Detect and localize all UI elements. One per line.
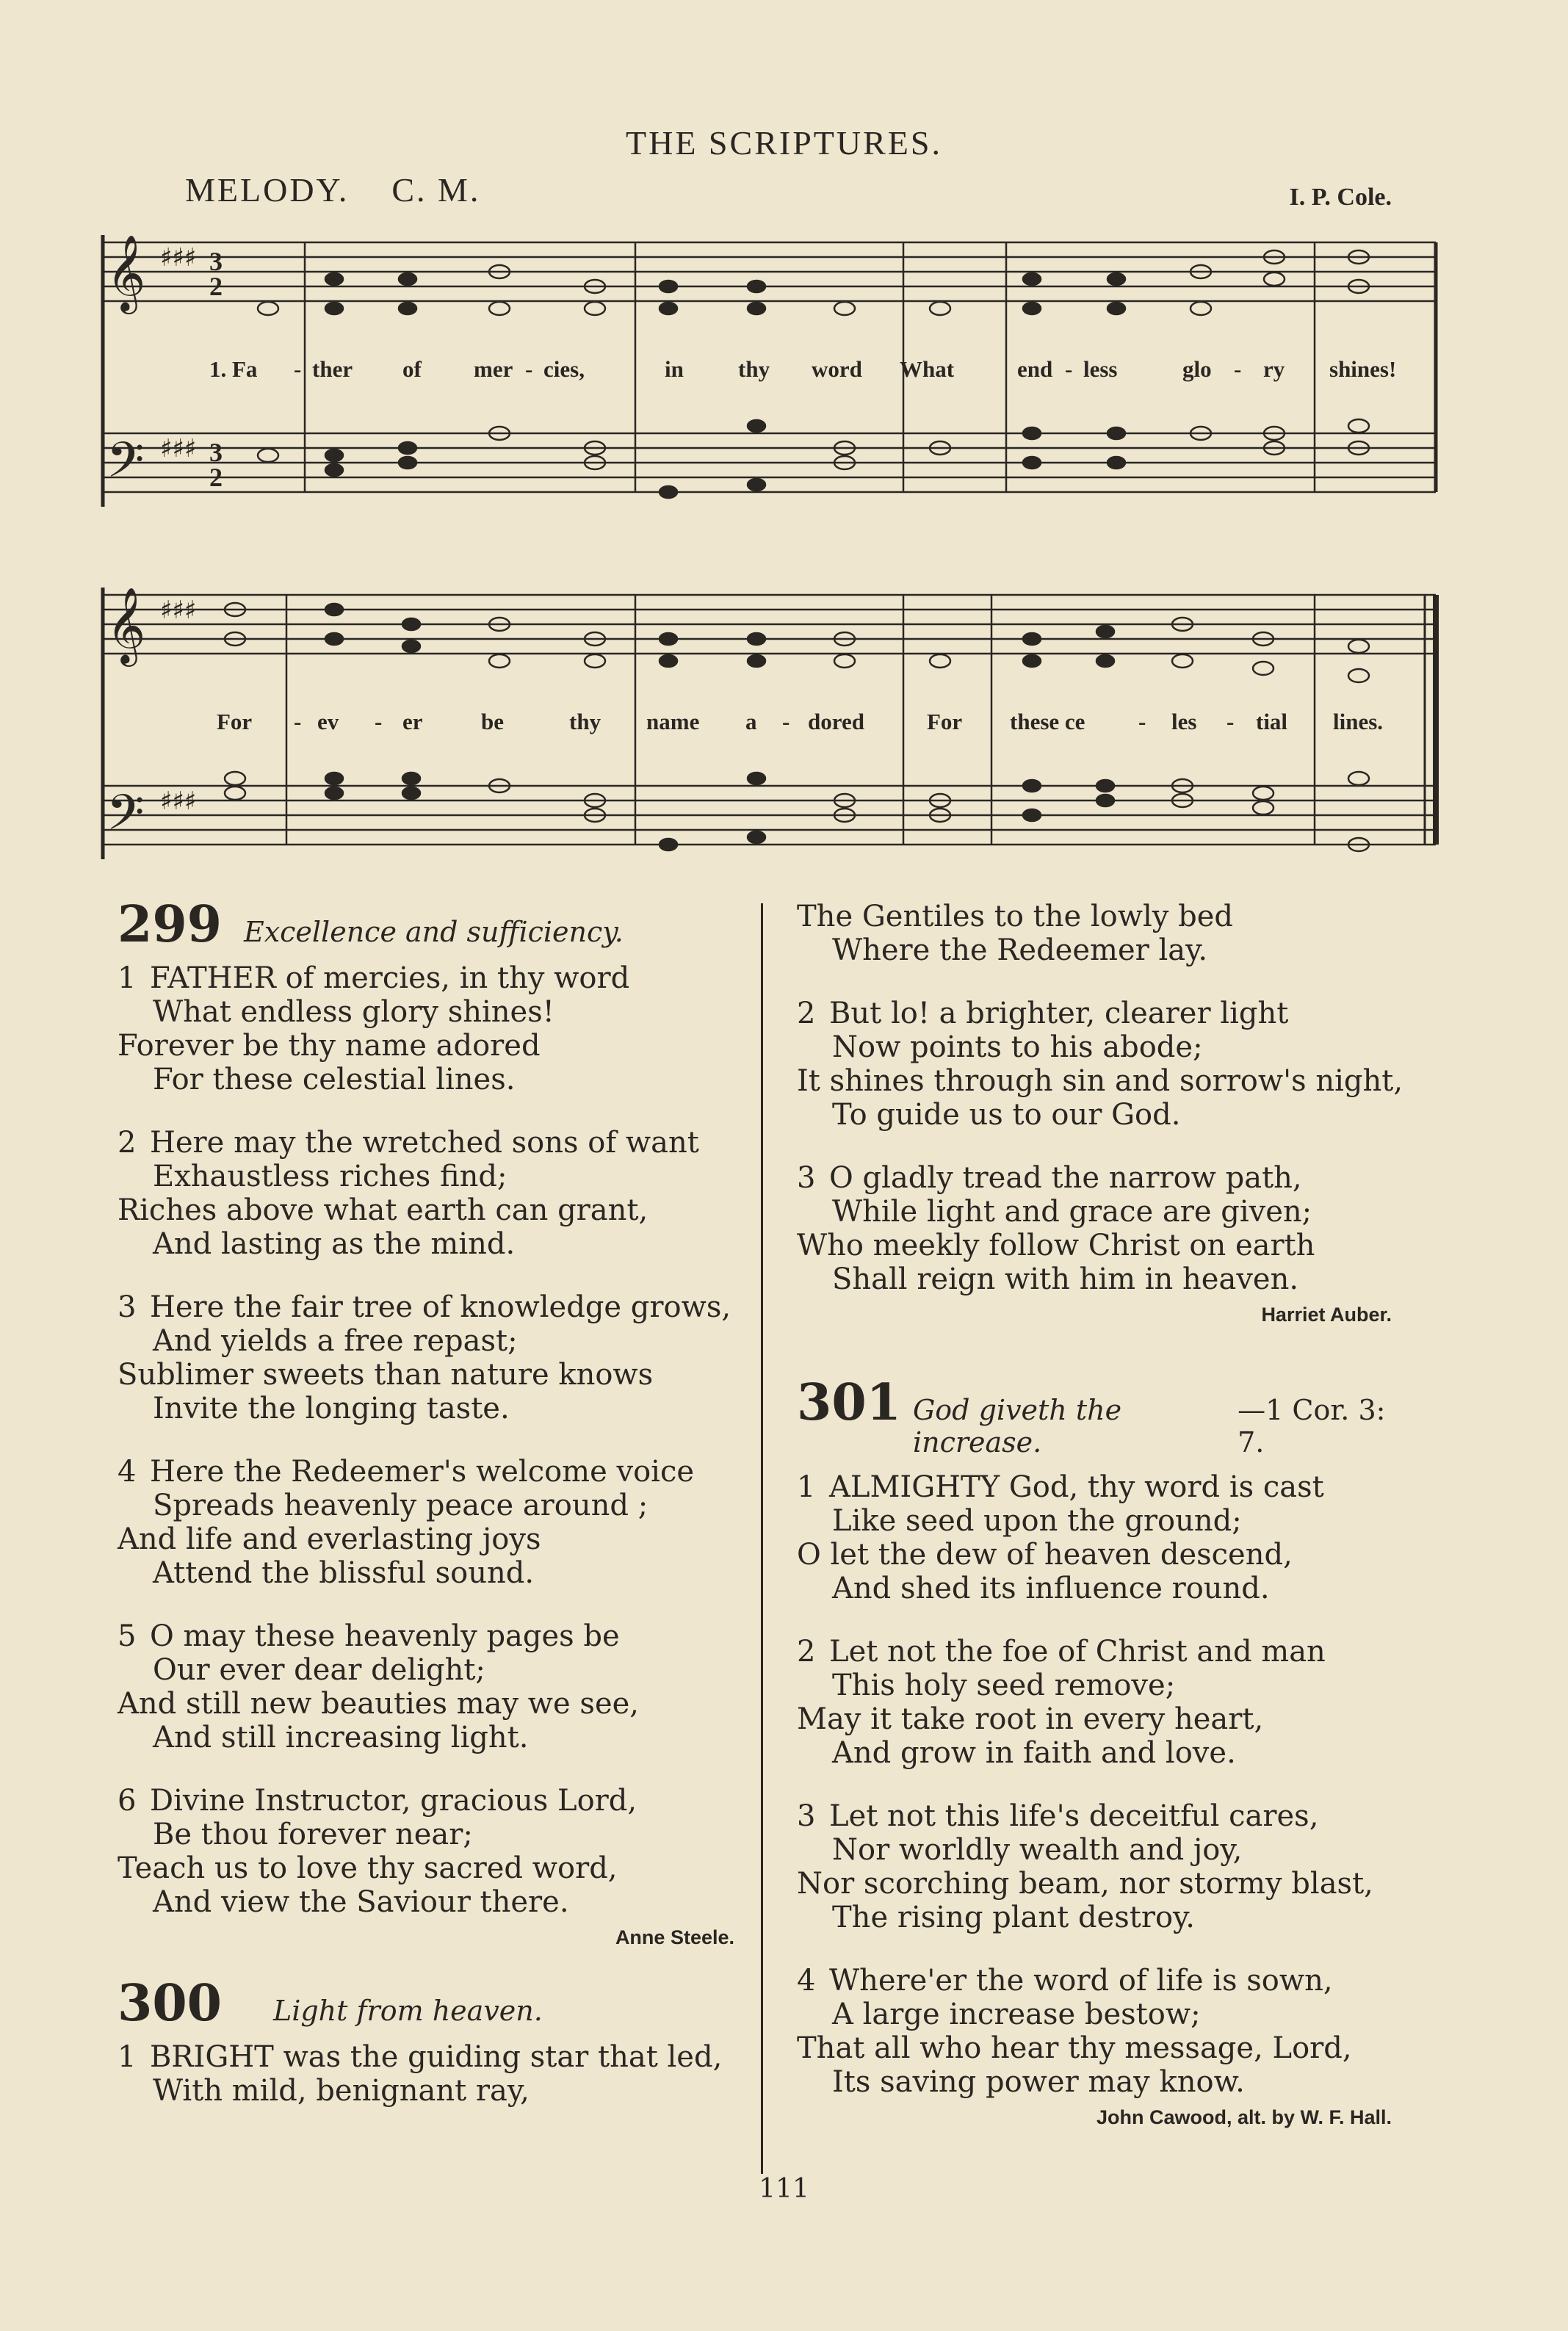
verse-line [797,1161,1406,1195]
verse-line: Its saving power may know. [832,2065,1245,2099]
verse-line: Shall reign with him in heaven. [832,1262,1299,1296]
right-column [797,900,1406,2158]
hymn-title: Light from heaven. [272,1995,543,2027]
stanza-number: 5 [118,1619,137,1653]
lyrics-row-2 [0,709,1568,738]
verse-line: The Gentiles to the lowly bed [797,900,1233,933]
svg-text:2: 2 [209,463,223,492]
verse-line [797,1799,1406,1833]
stanza [797,1799,1406,1934]
stanza [118,961,749,1096]
verse-line: Teach us to love thy sacred word, [118,1851,618,1885]
verse-line: That all who hear thy message, Lord, [797,2031,1352,2065]
stanza [118,1126,749,1261]
hymn-author: John Cawood, alt. by W. F. Hall. [1096,2106,1392,2128]
stanza-number: 1 [118,961,137,995]
lyric-syllable: these ce [1010,709,1085,734]
tune-composer: I. P. Cole. [1289,184,1392,211]
hymn-author: Anne Steele. [615,1926,734,1948]
verse-line: It shines through sin and sorrow's night, [797,1064,1403,1098]
verse-text: But lo! a brighter, clearer light [829,997,1289,1030]
stanza [118,1290,749,1425]
lyric-syllable: thy [738,356,770,382]
lyric-syllable: cies, [543,356,585,382]
verse-line [118,1126,749,1160]
hymn-number: 301 [797,1373,901,1432]
lyric-syllable: less [1083,356,1118,382]
verse-line: Where the Redeemer lay. [832,933,1208,967]
verse-line: And shed its influence round. [832,1572,1270,1605]
hymn-300 [118,1974,749,2108]
verse-line: For these celestial lines. [153,1063,516,1096]
verse-text: Here may the wretched sons of want [150,1126,699,1160]
lyric-syllable: in [665,356,684,382]
lyric-syllable: tial [1256,709,1288,734]
tune-name [185,170,480,209]
verse-line [797,997,1406,1030]
tune-title: MELODY. [185,171,350,209]
verse-line: Exhaustless riches find; [153,1160,507,1193]
lyric-syllable: - [782,709,790,734]
stanza [118,1619,749,1754]
stanza [118,1784,749,1919]
verse-line: Nor scorching beam, nor stormy blast, [797,1867,1373,1901]
hymn-301 [797,1373,1406,2129]
lyric-syllable: of [402,356,422,382]
verse-text: FATHER of mercies, in thy word [150,961,630,995]
hymn-heading [118,1974,749,2033]
verse-line [118,1784,749,1818]
hymn-author: Harriet Auber. [1261,1304,1392,1326]
verse-line: And grow in faith and love. [832,1736,1236,1770]
stanza [797,1964,1406,2099]
verse-line: Nor worldly wealth and joy, [832,1833,1243,1867]
section-header: THE SCRIPTURES. [626,124,942,162]
verse-line: To guide us to our God. [832,1098,1181,1132]
stanza [797,997,1406,1132]
lyric-syllable: les [1171,709,1197,734]
verse-line: Our ever dear delight; [153,1653,485,1687]
verse-text: Where'er the word of life is sown, [829,1964,1333,1998]
stanza [797,900,1406,967]
verse-line: O let the dew of heaven descend, [797,1538,1293,1572]
stanza-number: 1 [797,1470,816,1504]
verse-line: And view the Saviour there. [153,1885,569,1919]
svg-text:3: 3 [209,438,223,467]
svg-text:𝄞: 𝄞 [106,587,146,664]
verse-line: With mild, benignant ray, [153,2074,530,2108]
stanza-number: 6 [118,1784,137,1818]
lyric-syllable: - [1226,709,1235,734]
lyric-syllable: For [217,709,253,734]
stanza-number: 3 [797,1161,816,1195]
lyric-syllable: ry [1263,356,1285,382]
svg-text:♯♯♯: ♯♯♯ [160,434,197,463]
scripture-reference: —1 Cor. 3: 7. [1238,1394,1386,1459]
svg-text:𝄢: 𝄢 [106,432,145,500]
verse-line: Sublimer sweets than nature knows [118,1358,654,1392]
stanza-number: 2 [118,1126,137,1160]
verse-line: Forever be thy name adored [118,1029,541,1063]
verse-line [118,1290,749,1324]
verse-text: ALMIGHTY God, thy word is cast [829,1470,1324,1504]
lyric-syllable: - [294,709,302,734]
verse-line: While light and grace are given; [832,1195,1312,1229]
lyric-syllable: a [745,709,757,734]
lyric-syllable: For [927,709,963,734]
lyric-syllable: er [402,709,423,734]
verse-line: And lasting as the mind. [153,1227,516,1261]
verse-line: Attend the blissful sound. [153,1556,535,1590]
stanza-number: 4 [797,1964,816,1998]
svg-text:2: 2 [209,272,223,301]
page-number: 111 [759,2174,809,2204]
svg-text:♯♯♯: ♯♯♯ [160,787,197,816]
lyric-syllable: end [1017,356,1053,382]
lyric-syllable: - [1138,709,1146,734]
svg-text:♯♯♯: ♯♯♯ [160,596,197,625]
lyric-syllable: - [1065,356,1073,382]
hymn-299 [118,895,749,1949]
hymn-title: God giveth the increase. [912,1394,1122,1459]
svg-text:3: 3 [209,247,223,276]
lyric-syllable: ther [312,356,353,382]
stanza-number: 2 [797,997,816,1030]
lyric-syllable: shines! [1329,356,1397,382]
lyric-syllable: ev [317,709,339,734]
lyric-syllable: - [525,356,533,382]
hymn-title: Excellence and sufficiency. [243,916,624,948]
verse-line: And still new beauties may we see, [118,1687,640,1721]
verse-line: This holy seed remove; [832,1669,1176,1702]
verse-line: And still increasing light. [153,1721,529,1754]
verse-line: Invite the longing taste. [153,1392,510,1425]
verse-text: Here the fair tree of knowledge grows, [150,1290,731,1324]
lyric-syllable: - [375,709,383,734]
stanza [797,1470,1406,1605]
verse-line: Riches above what earth can grant, [118,1193,648,1227]
verse-line: Spreads heavenly peace around ; [153,1489,648,1522]
stanza-number: 2 [797,1635,816,1669]
hymn-heading [797,1373,1406,1459]
lyric-syllable: thy [569,709,601,734]
stanza-number: 4 [118,1455,137,1489]
verse-line [797,1470,1406,1504]
hymn-number: 299 [118,895,222,954]
verse-line [797,1964,1406,1998]
column-divider [761,903,763,2174]
lyric-syllable: What [900,356,955,382]
verse-line [118,2040,749,2074]
verse-line: Like seed upon the ground; [832,1504,1242,1538]
lyric-syllable: glo [1182,356,1212,382]
verse-text: Divine Instructor, gracious Lord, [150,1784,637,1818]
verse-line [797,1635,1406,1669]
verse-line: A large increase bestow; [832,1998,1201,2031]
stanza-number: 1 [118,2040,137,2074]
stanza [118,2040,749,2108]
stanza [797,1161,1406,1296]
verse-text: O may these heavenly pages be [150,1619,620,1653]
hymn-number: 300 [118,1974,222,2033]
verse-line: What endless glory shines! [153,995,554,1029]
lyric-syllable: - [1234,356,1242,382]
svg-text:♯♯♯: ♯♯♯ [160,243,197,272]
stanza-number: 3 [118,1290,137,1324]
verse-line: May it take root in every heart, [797,1702,1264,1736]
stanza [797,1635,1406,1770]
lyric-syllable: word [812,356,862,382]
verse-line [118,1455,749,1489]
verse-line: And life and everlasting joys [118,1522,541,1556]
lyric-syllable: dored [808,709,864,734]
hymn-300-continued [797,900,1406,1326]
verse-text: Let not this life's deceitful cares, [829,1799,1319,1833]
verse-line [118,1619,749,1653]
verse-text: Let not the foe of Christ and man [829,1635,1326,1669]
verse-line: The rising plant destroy. [832,1901,1196,1934]
stanza-number: 3 [797,1799,816,1833]
lyric-syllable: name [646,709,700,734]
lyric-syllable: be [481,709,504,734]
left-column [118,895,749,2137]
verse-line: And yields a free repast; [153,1324,518,1358]
lyric-syllable: lines. [1333,709,1384,734]
verse-line: Be thou forever near; [153,1818,473,1851]
lyric-syllable: 1. Fa [209,356,258,382]
verse-text: BRIGHT was the guiding star that led, [150,2040,723,2074]
tune-meter: C. M. [391,171,481,209]
verse-line [118,961,749,995]
verse-line: Now points to his abode; [832,1030,1203,1064]
lyric-syllable: mer [474,356,513,382]
hymn-heading [118,895,749,954]
stanza [118,1455,749,1590]
lyrics-row-1 [0,356,1568,386]
lyric-syllable: - [294,356,302,382]
svg-text:𝄞: 𝄞 [106,234,146,311]
verse-text: Here the Redeemer's welcome voice [150,1455,695,1489]
svg-text:𝄢: 𝄢 [106,784,145,853]
verse-line: Who meekly follow Christ on earth [797,1229,1315,1262]
verse-text: O gladly tread the narrow path, [829,1161,1302,1195]
